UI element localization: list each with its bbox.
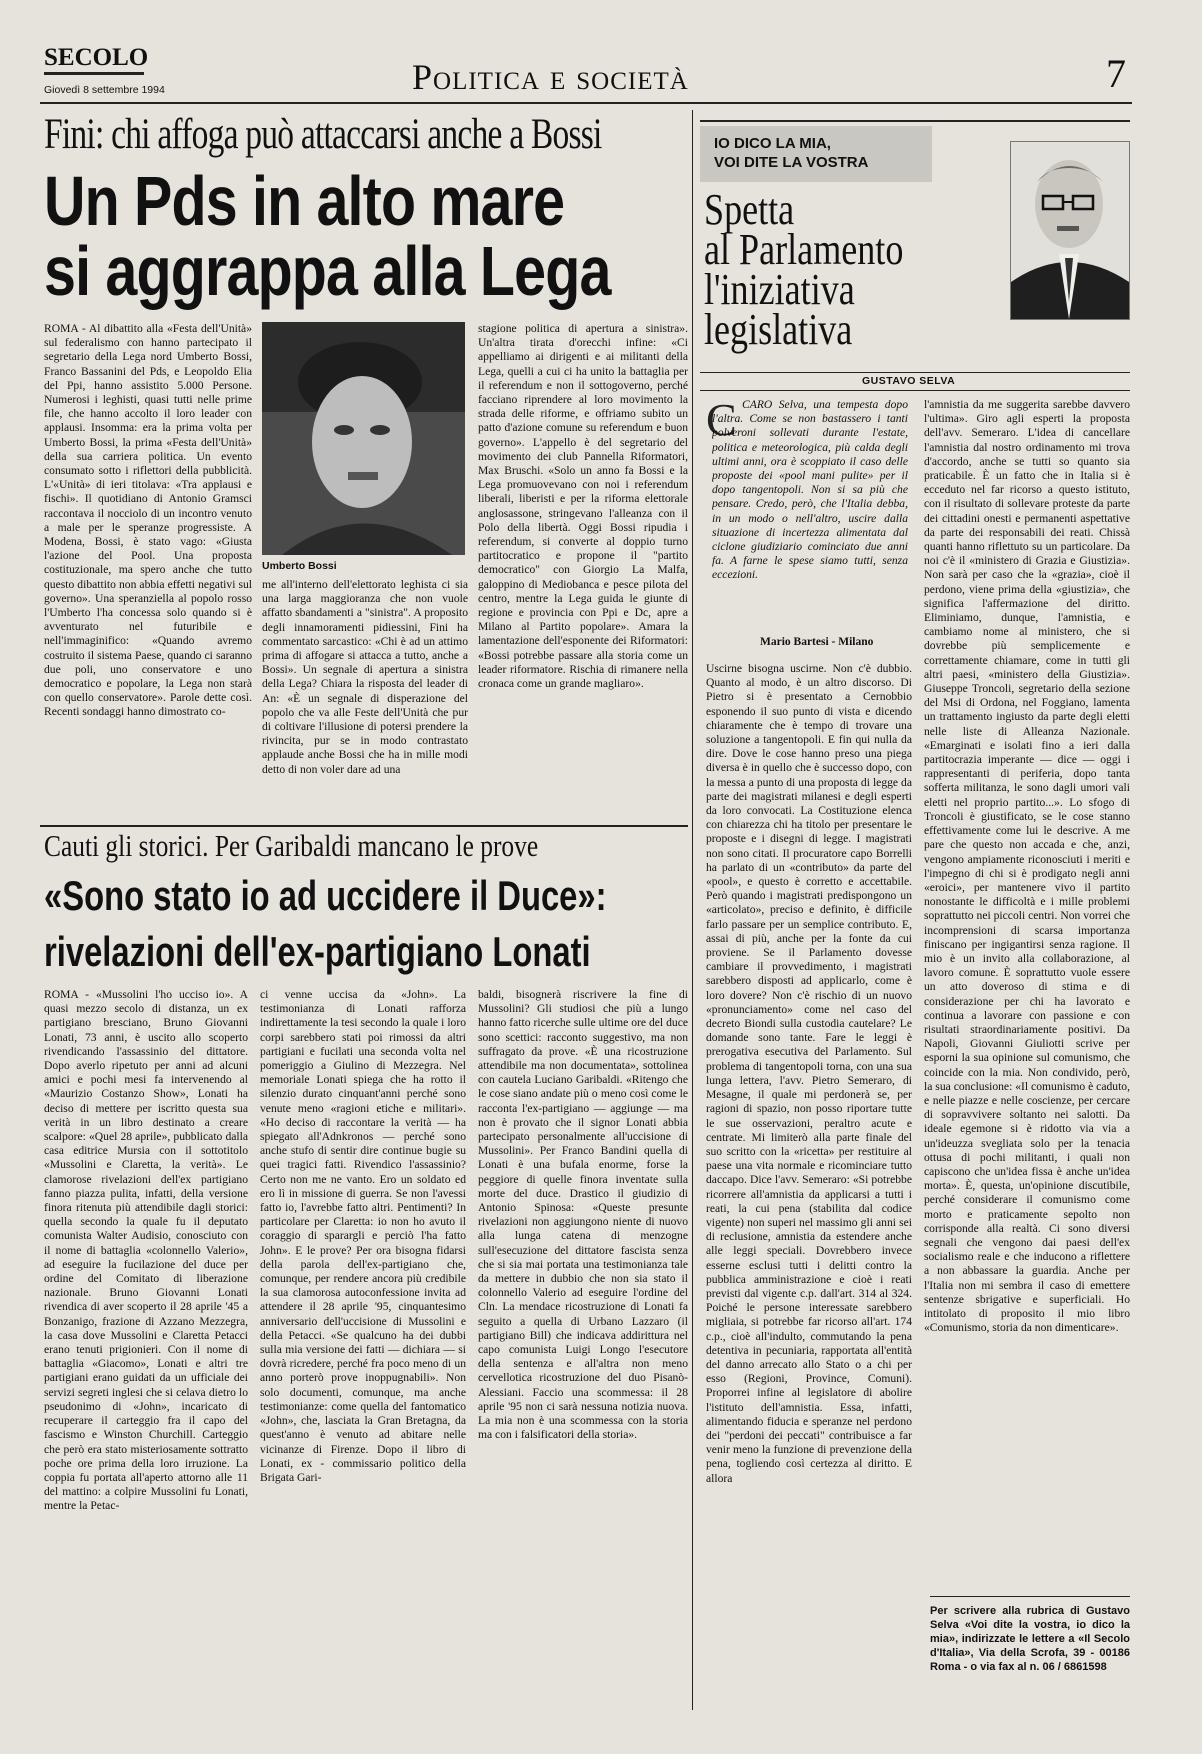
rubrica-contact-note: Per scrivere alla rubrica di Gustavo Selva «Voi dite la vostra, io dico la mia», indirizzate le lettere a «Il Secolo d'Italia», Via della Scrofa, 39 - 00186 Roma - o via fax al n. 06 / 6861598 (930, 1605, 1130, 1673)
masthead-date: Giovedì 8 settembre 1994 (44, 84, 165, 96)
letter-dropcap: C (706, 394, 737, 445)
section-title: Politica e società (412, 57, 689, 97)
article1-headline-line1: Un Pds in alto mare (44, 162, 565, 240)
article1-column-2: me all'interno dell'elettorato leghista ci sia una larga maggioranza che non vuole affatto sbandamenti a "sinistra". A proposito degli innamoramenti pidiessini, Fini ha commentato sarcastico: «Chi è ad un attimo prima di affogare si attacca a tutto, anche a Bossi». Un segnale di apertura a sinistra della Lega? Chiara la risposta del leader di An: «È un segnale di disperazione del popolo che va alle Feste dell'Unità che pur di coltivare l'illusione di potersi prendere la rivincita, pur se in modo contrastato applaude anche Bossi che ha in mille modi detto di non voler dare ad una (262, 578, 468, 776)
rubrica-top-rule (700, 120, 1130, 122)
letter-signature: Mario Bartesi - Milano (760, 636, 874, 648)
article1-kicker: Fini: chi affoga può attaccarsi anche a Bossi (44, 111, 602, 158)
article2-column-1: ROMA - «Mussolini l'ho ucciso io». A quasi mezzo secolo di distanza, un ex partigiano bresciano, Bruno Giovanni Lonati, 73 anni, è uscito allo scoperto rivendicando l'assassinio del dittatore. Dopo averlo ripetuto per anni ad alcuni amici e pochi mesi fa intervenendo al «Maurizio Costanzo Show», Lonati ha deciso di mettere per iscritto questa sua verità in un libro destinato a creare scalpore: «Quel 28 aprile», pubblicato dalla casa editrice Mursia con il sottotitolo «Mussolini e Claretta, la verità». Le clamorose rivelazioni dell'ex partigiano fanno piazza pulita, infatti, della versione finora ritenuta più attendibile dagli storici: quella secondo la quale fu il deputato comunista Walter Audisio, conosciuto con il nome di battaglia «colonnello Valerio», ad eseguire la fucilazione del duce per ordine del Comitato di liberazione nazionale. Bruno Giovanni Lonati rivendica di aver scoperto il 28 aprile '45 a Bonzanigo, frazione di Azzano Mezzegra, la casa dove Mussolini e Claretta Petacci erano tenuti prigionieri. Con il nome di battaglia «Giacomo», Lonati e altri tre partigiani erano guidati da un ufficiale dei servizi segreti inglesi che si celava dietro lo pseudonimo di «John», incaricato di recuperare il carteggio fra il capo del fascismo e Winston Churchill. Carteggio che però era stato misteriosamente sottratto poche ore prima della loro irruzione. La coppia fu portata all'aperto attorno alle 11 del mattino: a colpire Mussolini fu Lonati, mentre la Petac- (44, 988, 248, 1513)
note-rule (930, 1596, 1130, 1597)
badge-line-2: VOI DITE LA VOSTRA (714, 154, 869, 171)
masthead-logo-underline (44, 72, 144, 75)
selva-photo (1010, 141, 1130, 320)
column-reply-2: l'amnistia da me suggerita sarebbe davvero l'ultima». Giro agli esperti la proposta dell'avv. Semeraro. L'idea di cancellare l'amnistia dal nostro ordinamento mi trova d'accordo, anche se tutti so quanto sia praticabile. È un fatto che in Italia si è ecceduto nel far ricorso a questo istituto, con il risultato di sollevare proteste da parte dei cittadini onesti e permanenti aspettative da parte dei responsabili dei reati. Chissà quanti hanno riflettuto su un particolare. Da noi c'è il «ministero di Grazia e Giustizia». Non sarà per caso che la «grazia», cioè il perdono, viene prima della «giustizia», che significa l'affermazione del diritto. Eliminiamo, dunque, l'amnistia, e cambiamo nome al ministero, che si dovrebbe più semplicemente e correttamente chiamare, come in tutti gli altri paesi, «ministero della Giustizia». Giuseppe Troncoli, segretario della sezione del Msi di Ordona, nel Foggiano, lamenta un trattamento ingiusto da parte degli eletti nelle liste di Alleanza Nazionale. «Emarginati e isolati fino a ieri dalla partitocrazia imperante — dice — oggi i rappresentanti di periferia, dopo tanta sofferta militanza, le sono dagli umori vali eletti nel proprio partito...». Lo sfogo di Troncoli è giustificato, se le cose stanno effettivamente come lui le descrive. A me pare che questo non accada e che, anzi, vengono ampiamente riconosciuti i meriti e l'impegno di chi si è prodigato negli anni «eroici», per mantenere vivo il partito nonostante le difficoltà e i mille problemi soprattutto nei piccoli centri. Non vorrei che incomprensioni di scarsa importanza finiscano per ingigantirsi senza ragione. Il mio è un invito alla collaborazione, al lavoro comune. È soprattutto vuole essere un atto doveroso di stima e di considerazione per chi ha lavorato e continua a lavorare con passione e con risultati straordinariamente positivi. Da Napoli, Giovanni Giuliotti scrive per esporni la sua opinione sul comunismo, che coincide con la mia. Non condivido, però, la sua conclusione: «Il comunismo è caduto, e nelle piazze e nelle coscienze, per cercare di sopravvivere soltanto nei salotti. Da ideale egemone si è ridotto via via a un'ideuzza svegliata solo per la tenacia ottusa di pochi militanti, i quali non capiscono che un'idea fissa è anche un'idea morta». È, questa, un'opinione discutibile, perché considerare il comunismo come morto e praticamente sepolto non corrisponde alla realtà. Ci sono diversi segnali che vengono dai paesi dell'ex socialismo reale e che inducono a riflettere a non abbassare la guardia. Anche per l'Italia non mi sembra il caso di emettere sentenze sbrigative e superficiali. Ho intitolato di proposito il mio libro «Comunismo, storia da non dimenticare». (924, 398, 1130, 1335)
column-divider (692, 110, 693, 1710)
article2-column-2: ci venne uccisa da «John». La testimonianza di Lonati rafforza indirettamente la tesi secondo la quale i loro corpi sarebbero stati poi rimossi da altri partigiani e fucilati una seconda volta nel pomeriggio a Giulino di Mezzegra. Nel memoriale Lonati spiega che ha rotto il silenzio durato cinquant'anni perché sono venute meno «ragioni etiche e militari». «Ho deciso di raccontare la verità — ha spiegato all'Adnkronos — perché sono anche stufo di sentir dire continue bugie su quei tragici fatti. Rivendico l'assassinio? Certo non me ne vanto. Ero un soldato ed ero lì in missione di guerra. Se non l'avessi fatto io, l'avrebbe fatto altri. Pentimenti? In particolare per Claretta: io non ho avuto il coraggio di sparargli e perciò l'ha fatto John». E le prove? Per ora bisogna fidarsi della parola dell'ex-partigiano che, comunque, per rendere ancora più credibile la sua clamorosa autoconfessione invita ad attendere il 28 aprile '95, cinquantesimo anniversario dell'uccisione di Mussolini e della Petacci. «Se qualcuno ha dei dubbi sulla mia versione dei fatti — dichiara — si dovrà ricredere, perché fra poco meno di un anno porterò prove inoppugnabili». Non solo documenti, comunque, ma anche testimonianze: come quella del fantomatico «John», che, lasciata la Gran Bretagna, da quest'anno è venuto ad abitare nelle vicinanze di Firenze. Dopo il libro di Lonati, ex - commissario politico della Brigata Gari- (260, 988, 466, 1484)
article2-headline-line1: «Sono stato io ad uccidere il Duce»: (44, 872, 607, 919)
author-rule (700, 372, 1130, 373)
article1-column-3: stagione politica di apertura a sinistra». Un'altra tirata d'orecchi infine: «Ci appelliamo ai dirigenti e ai militanti della Lega, quelli a cui ci ha unito la battaglia per il referendum e non il sottogoverno, perché facciano riprendere al loro movimento la strada delle riforme, e offriamo subito un patto d'azione comune su referendum e buon governo». L'appello è del segretario del movimento dei club Pannella Riformatori, Max Bruschi. «Solo un anno fa Bossi e la Lega promuovevano con noi i referendum liberali, liberisti e per la riforma elettorale anglosassone, stringevano l'alleanza con il Polo della libertà. Oggi Bossi ripudia i referendum, si converte al doppio turno partitocratico e propone il "partito democratico" con Giorgio La Malfa, galoppino di Mediobanca e pesce pilota del centro, mentre la Lega guida le giunte di regione e provincia con Ppi e Dc, apre a Milano al Partito popolare». Amara la lamentazione dell'esponente dei Riformatori: «Bossi potrebbe passare alla storia come un leader riformatore. Rischia di rimanere nella cronaca come un grande magliaro». (478, 322, 688, 691)
column-headline-line-3: l'iniziativa (704, 265, 855, 314)
column-headline-line-2: al Parlamento (704, 225, 904, 274)
reader-letter: CARO Selva, una tempesta dopo l'altra. Come se non bastassero i tanti polveroni sollevati durante l'estate, politica e meteorologica, più calda degli ultimi anni, ora è scoppiato il caso delle proposte dei «pool mani pulite» per il dopo tangentopoli. Non si sa più che pensare. Credo, però, che l'Italia debba, in un modo o nell'altro, uscire dalla situazione di incertezza alimentata dal ciclone giudiziario cominciato due anni fa. A farne le spese siamo tutti, senza eccezioni. (712, 398, 908, 582)
column-author: GUSTAVO SELVA (862, 375, 956, 387)
page-number: 7 (1106, 51, 1126, 96)
bossi-photo-caption: Umberto Bossi (262, 560, 337, 572)
article1-bottom-rule (40, 825, 688, 827)
bossi-portrait-image (262, 322, 465, 555)
bossi-photo (262, 322, 465, 555)
column-headline-line-4: legislativa (704, 305, 853, 354)
rubrica-badge (700, 126, 932, 182)
article2-kicker: Cauti gli storici. Per Garibaldi mancano le prove (44, 828, 539, 863)
masthead-logo: SECOLO (44, 44, 149, 71)
article2-headline-line2: rivelazioni dell'ex-partigiano Lonati (44, 928, 591, 975)
column-headline (704, 185, 904, 354)
column-headline-line-1: Spetta (704, 185, 795, 234)
masthead-rule (40, 102, 1132, 104)
selva-portrait-image (1011, 142, 1129, 319)
badge-line-1: IO DICO LA MIA, (714, 135, 831, 152)
author-rule-bottom (700, 390, 1130, 391)
article2-column-3: baldi, bisognerà riscrivere la fine di Mussolini? Gli studiosi che più a lungo hanno fatto ricerche sulle ultime ore del duce sono scettici: racconto suggestivo, ma non suffragato da prove. «È una ricostruzione attendibile ma non documentata», sottolinea con cautela Luciano Garibaldi. «Ritengo che le cose siano andate più o meno così come le racconta l'ex-partigiano — aggiunge — ma non è provato che il signor Lonati abbia partecipato personalmente all'uccisione di Mussolini». Per Franco Bandini quella di Lonati è una bufala enorme, forse la peggiore di quelle finora inventate sulla morte del duce. Drastico il giudizio di Antonio Spinosa: «Queste presunte rivelazioni non aggiungono niente di nuovo alla lunga catena di menzogne sull'esecuzione del dittatore fascista senza che si sia mai portata una testimonianza tale da mettere in dubbio che non sia stato il colonnello Valerio ad eseguire l'ordine del Cln. La mendace ricostruzione di Lonati fa seguito a quella di Urbano Lazzaro (il partigiano Bill) che indicava addirittura nel capo comunista Luigi Longo l'esecutore della sentenza e all'altra non meno cervellotica ricostruzione del duo Pisanò-Alessiani. Faccio una scommessa: il 28 aprile '95 non ci sarà nessuna notizia nuova. La mia non è una scommessa con la storia ma con i falsificatori della storia». (478, 988, 688, 1442)
article1-headline-line2: si aggrappa alla Lega (44, 232, 611, 310)
column-reply-1: Uscirne bisogna uscirne. Non c'è dubbio. Quanto al modo, è un altro discorso. Di Pietro si è presentato a Cernobbio esponendo il suo punto di vista e dicendo chiaramente che è tempo di trovare una soluzione a tangentopoli. E fin qui nulla da dire. Dove le cose hanno preso una piega diversa è in quello che è successo dopo, con la messa a punto di una proposta di legge da parte dei magistrati milanesi e degli esperti da loro convocati. La Costituzione elenca con chiarezza chi ha titolo per presentare le proposte e i disegni di legge. I magistrati non sono citati. Il procuratore capo Borrelli ha parlato di un «contributo» da parte del «pool», e questo è corretto e accettabile. Però quando i magistrati predispongono un «articolato», preciso e definito, è difficile farlo passare per un semplice contributo. E, assai di più, anche per la fonte da cui proviene. Se il Parlamento dovesse cambiare il provvedimento, i magistrati sarebbero disposti ad applicarlo, come è loro dovere? Non c'è rischio di un nuovo «pronunciamento» come nel caso del decreto Biondi sulla custodia cautelare? Le domande sono tante. Fare le leggi è prerogativa esecutiva del Parlamento. Sul problema di tangentopoli torna, con una sua lunga lettera, l'avv. Pietro Semeraro, di Mesagne, il quale mi perdonerà se, per ragioni di spazio, non posso riportare tutte le sue osservazioni, peraltro acute e centrate. Mi limiterò alla parte finale del suo scritto con la «ricetta» per restituire al paese una vita normale e ricominciare tutto daccapo. Dice l'avv. Semeraro: «Si potrebbe ricorrere all'amnistia da applicarsi a tutti i reati, la cui pena (stabilita dal codice vigente) non superi nel massimo gli anni sei di reclusione, amnistia da estendere anche alle leggi speciali. Dovrebbero invece esserne esclusi tutti i delitti contro la pubblica amministrazione e cioè i reati previsti dal vigente c.p. dall'art. 314 al 324. Poiché le persone interessate sarebbero migliaia, si potrebbe far ricorso all'art. 174 c.p., cioè all'indulto, commutando la pena detentiva in pecuniaria, rapportata all'entità del danno arrecato allo Stato o a chi per esso (Regioni, Province, Comuni). Proporrei infine al legislatore di abolire l'istituto dell'amnistia. Essa, infatti, alimentando fiducia e speranze nel perdono dei "perdoni dei peccati" contribuisce a far venir meno la funzione di prevenzione della pena, togliendo così certezza al diritto. E allora (706, 662, 912, 1485)
article1-column-1: ROMA - Al dibattito alla «Festa dell'Unità» sul federalismo con hanno partecipato il segretario della Lega nord Umberto Bossi, Franco Bassanini del Pds, e Leopoldo Elia del Ppi, hanno assistito 5.000 Persone. Numerosi i leghisti, quasi tutti nelle prime file, che hanno accolto il loro leader con applausi. Insomma: era la prima volta per Umberto Bossi, la prima «Festa dell'Unità» della sua carriera politica. Un evento consumato sotto i riflettori della pubblicità. L'«Unità» di ieri titolava: «Tra applausi e fischi». Il quotidiano di Antonio Gramsci raccontava il nocciolo di un incontro venuto a male per le speranze progressiste. A Modena, Bossi, è stato vago: «Giusta l'azione del Pool. Una proposta costituzionale, ma spero anche che tutto questo dibattito non abbia effetti negativi sul governo». Una speranziella al popolo rosso l'Umberto l'ha concessa solo quando si è avventurato nel futuribile e nell'immaginifico: «Quando avremo costruito il sistema Paese, quando ci saranno due poli, uno conservatore e uno democratico e popolare, la Lega non starà con quello conservatore». Parole dette così. Recenti sondaggi hanno dimostrato co- (44, 322, 252, 719)
